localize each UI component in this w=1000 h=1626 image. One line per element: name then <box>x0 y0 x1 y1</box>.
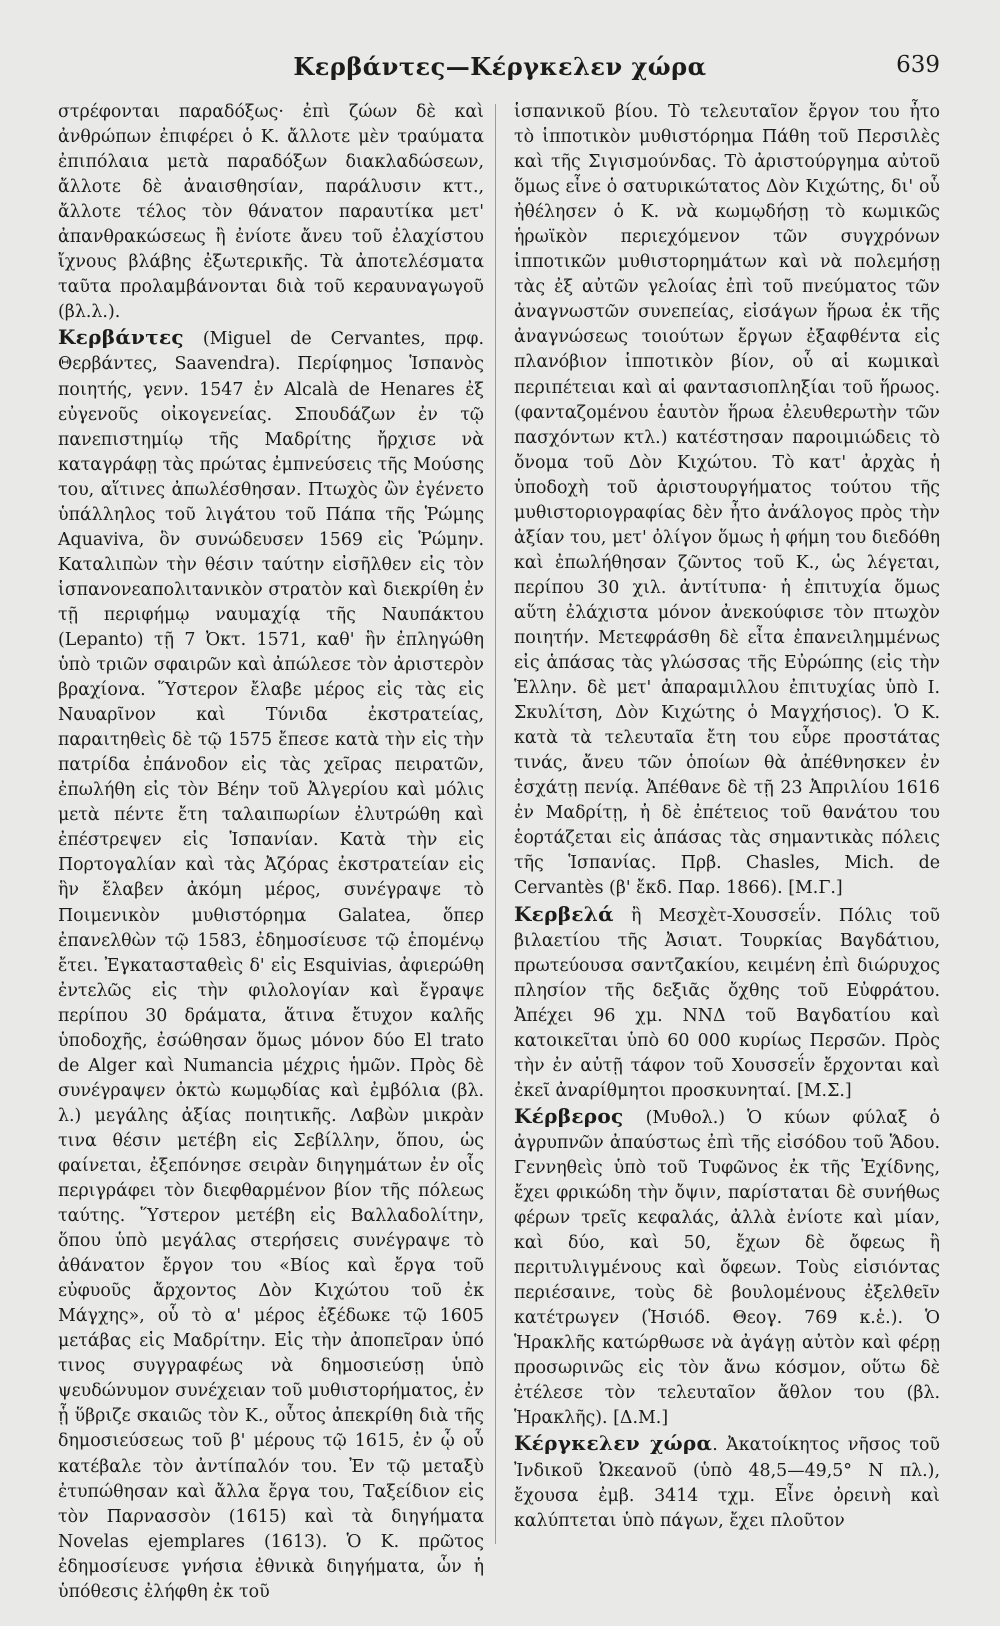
right-column <box>514 100 940 1534</box>
headword-kerbela: Κερβελά <box>514 901 614 926</box>
entry-cervantes-continued: ἱσπανικοῦ βίου. Τὸ τελευταῖον ἔργον του ἦτο τὸ ἱπποτικὸν μυθιστόρημα Πάθη τοῦ Περσιλὲς καὶ τῆς Σιγισμούνδας. Τὸ ἀριστούργημα αὐτοῦ ὅμως εἶνε ὁ σατυρικώτατος Δὸν Κιχώτης, δι' οὗ ἠθέλησεν ὁ Κ. νὰ κωμῳδήσῃ τὸ κωμικῶς ἡρωϊκὸν περιεχόμενον τῶν συγχρόνων ἱπποτικῶν μυθιστορημάτων καὶ νὰ πολεμήσῃ τὰς ἐξ αὐτῶν γελοίας ἐπὶ τοῦ πνεύματος τῶν ἀναγνωστῶν συνεπείας, εἰσάγων ἥρωα ἐκ τῆς ἀναγνώσεως τοιούτων ἔργων ἐξαφθέντα εἰς πλανόβιον ἱπποτικὸν βίον, οὗ αἱ κωμικαὶ περιπέτειαι καὶ αἱ φαντασιοπληξίαι τοῦ ἥρωος. (φανταζομένου ἑαυτὸν ἥρωα ἐλευθερωτὴν τῶν πασχόντων κτλ.) κατέστησαν παροιμιώδεις τὸ ὄνομα τοῦ Δὸν Κιχώτου. Τὸ κατ' ἀρχὰς ἡ ὑποδοχὴ τοῦ ἀριστουργήματος τούτου τῆς μυθιστοριογραφίας δὲν ἦτο ἀνάλογος πρὸς τὴν ἀξίαν του, μετ' ὀλίγον ὅμως ἡ φήμη του διεδόθη καὶ ἐπωλήθησαν ζῶντος τοῦ Κ., ὡς λέγεται, περίπου 30 χιλ. ἀντίτυπα· ἡ ἐπιτυχία ὅμως αὕτη ἐλάχιστα μόνον ἀνεκούφισε τὸν πτωχὸν ποιητήν. Μετεφράσθη δὲ εἶτα ἐπανειλημμένως εἰς ἁπάσας τὰς γλώσσας τῆς Εὐρώπης (εἰς τὴν Ἑλλην. δὲ μετ' ἀπαραμιλλου ἐπιτυχίας ὑπὸ Ι. Σκυλίτση, Δὸν Κιχώτης ὁ Μαγχήσιος). Ὁ Κ. κατὰ τὰ τελευταῖα ἔτη του εὗρε προστάτας τινάς, ἄνευ τῶν ὁποίων θὰ ἀπέθνησκεν ἐν ἐσχάτῃ πενίᾳ. Ἀπέθανε δὲ τῇ 23 Ἀπριλίου 1616 ἐν Μαδρίτῃ, ἡ δὲ ἐπέτειος τοῦ θανάτου του ἑορτάζεται εἰς ἁπάσας τὰς σημαντικὰς πόλεις τῆς Ἱσπανίας. Πρβ. Chasles, Mich. de Cervantès (β' ἔκδ. Παρ. 1866). [Μ.Γ.] <box>514 102 940 899</box>
entry-cervantes-text: (Miguel de Cervantes, πρφ. Θερβάντες, Saavendra). Περίφημος Ἱσπανὸς ποιητής, γενν. 1547 ἐν Alcalà de Henares ἐξ εὐγενοῦς οἰκογενείας. Σπουδάζων ἐν τῷ πανεπιστημίῳ τῆς Μαδρίτης ἤρχισε νὰ καταγράφῃ τὰς πρώτας ἐμπνεύσεις τῆς Μούσης του, αἵτινες ἀπωλέσθησαν. Πτωχὸς ὢν ἐγένετο ὑπάλληλος τοῦ λιγάτου τοῦ Πάπα τῆς Ῥώμης Aquaviva, ὃν συνώδευσεν 1569 εἰς Ῥώμην. Καταλιπὼν τὴν θέσιν ταύτην εἰσῆλθεν εἰς τὸν ἱσπανονεαπολιτανικὸν στρατὸν καὶ διεκρίθη ἐν τῇ περιφήμῳ ναυμαχίᾳ τῆς Ναυπάκτου (Lepanto) τῇ 7 Ὀκτ. 1571, καθ' ἣν ἐπληγώθη ὑπὸ τριῶν σφαιρῶν καὶ ἀπώλεσε τὸν ἀριστερὸν βραχίονα. Ὕστερον ἔλαβε μέρος εἰς τὰς εἰς Ναυαρῖνον καὶ Τύνιδα ἐκστρατείας, παραιτηθεὶς δὲ τῷ 1575 ἔπεσε κατὰ τὴν εἰς τὴν πατρίδα ἐπάνοδον εἰς τὰς χεῖρας πειρατῶν, ἐπωλήθη εἰς τὸν Βέην τοῦ Ἀλγερίου καὶ μόλις μετὰ πέντε ἔτη ταλαιπωρίων ἐλυτρώθη καὶ ἐπέστρεψεν εἰς Ἱσπανίαν. Κατὰ τὴν εἰς Πορτογαλίαν καὶ τὰς Ἀζόρας ἐκστρατείαν εἰς ἣν ἔλαβεν ἀκόμη μέρος, συνέγραψε τὸ Ποιμενικὸν μυθιστόρημα Galatea, ὅπερ ἐπανελθὼν τῷ 1583, ἐδημοσίευσε τῷ ἑπομένῳ ἔτει. Ἐγκατασταθεὶς δ' εἰς Esquivias, ἀφιερώθη ἐντελῶς εἰς τὴν φιλολογίαν καὶ ἔγραψε περίπου 30 δράματα, ἅτινα ἔτυχον καλῆς ὑποδοχῆς, ἐσώθησαν ὅμως μόνον δύο El trato de Alger καὶ Numancia μέχρις ἡμῶν. Πρὸς δὲ συνέγραψεν ὀκτὼ κωμῳδίας καὶ ἐμβόλια (βλ. λ.) μεγάλης ἀξίας ποιητικῆς. Λαβὼν μικρὰν τινα θέσιν μετέβη εἰς Σεβίλλην, ὅπου, ὡς φαίνεται, ἐξεπόνησε σειρὰν διηγημάτων ἐν οἷς περιγράφει τὸν διεφθαρμένον βίον τῆς πόλεως ταύτης. Ὕστερον μετέβη εἰς Βαλλαδολίτην, ὅπου ὑπὸ μεγάλας στερήσεις συνέγραψε τὸ ἀθάνατον ἔργον του «Βίος καὶ ἔργα τοῦ εὐφυοῦς ἄρχοντος Δὸν Κιχώτου τοῦ ἐκ Μάγχης», οὗ τὸ α' μέρος ἐξέδωκε τῷ 1605 μετάβας εἰς Μαδρίτην. Εἰς τὴν ἀποπεῖραν ὑπό τινος συγγραφέως νὰ δημοσιεύσῃ ὑπὸ ψευδώνυμον συνέχειαν τοῦ μυθιστορήματος, ἐν ᾗ ὕβριζε σκαιῶς τὸν Κ., οὗτος ἀπεκρίθη διὰ τῆς δημοσιεύσεως τοῦ β' μέρους τῷ 1615, ἐν ᾧ οὗ κατέβαλε τὸν ἀντίπαλόν του. Ἐν τῷ μεταξὺ ἐτυπώθησαν καὶ ἄλλα ἔργα του, Ταξείδιον εἰς τὸν Παρνασσὸν (1615) καὶ τὰ διηγήματα Novelas ejemplares (1613). Ὁ Κ. πρῶτος ἐδημοσίευσε γνήσια ἐθνικὰ διηγήματα, ὧν ἡ ὑπόθεσις ἐλήφθη ἐκ τοῦ <box>58 329 484 1602</box>
entry-kerberos <box>514 1104 940 1432</box>
headword-cervantes: Κερβάντες <box>58 325 184 350</box>
entry-kerbela <box>514 902 940 1104</box>
entry-kerbela-text: ἢ Μεσχὲτ-Χουσσεΐν. Πόλις τοῦ βιλαετίου τῆς Ἀσιατ. Τουρκίας Βαγδάτιου, πρωτεύουσα σαντζακίου, κειμένη ἐπὶ διώρυχος πλησίον τῆς δεξιᾶς ὄχθης τοῦ Εὐφράτου. Ἀπέχει 96 χμ. ΝΝΔ τοῦ Βαγδατίου καὶ κατοικεῖται ὑπὸ 60 000 κυρίως Περσῶν. Πρὸς τὴν ἐν αὐτῇ τάφον τοῦ Χουσσεΐν ἔρχονται καὶ ἐκεῖ ἀναρίθμητοι προσκυνηταί. [Μ.Σ.] <box>514 905 940 1101</box>
column-divider <box>495 104 496 1544</box>
left-column <box>58 100 484 1605</box>
page-number: 639 <box>896 52 940 78</box>
headword-kerberos: Κέρβερος <box>514 1103 624 1128</box>
entry-kerberos-text: (Μυθολ.) Ὁ κύων φύλαξ ὁ ἀγρυπνῶν ἀπαύστως ἐπὶ τῆς εἰσόδου τοῦ Ἅδου. Γεννηθεὶς ὑπὸ τοῦ Τυφῶνος ἐκ τῆς Ἐχίδνης, ἔχει φρικώδη τὴν ὄψιν, παρίσταται δὲ συνήθως φέρων τρεῖς κεφαλάς, ἀλλὰ ἐνίοτε καὶ μίαν, καὶ δύο, καὶ 50, ἔχων δὲ ὄφεως ἢ περιτυλιγμένους καὶ ὄφεων. Τοὺς εἰσιόντας περιέσαινε, τοὺς δὲ βουλομένους ἐξελθεῖν κατέτρωγεν (Ἡσιόδ. Θεογ. 769 κ.ἑ.). Ὁ Ἡρακλῆς κατώρθωσε νὰ ἀγάγῃ αὐτὸν καὶ φέρῃ προσωρινῶς εἰς τὸν ἄνω κόσμον, οὕτω δὲ ἐτέλεσε τὸν τελευταῖον ἄθλον του (βλ. Ἡρακλῆς). [Δ.Μ.] <box>514 1107 940 1429</box>
headword-kerguelen: Κέργκελεν χώρα <box>514 1431 713 1456</box>
entry-kerguelen-text: . Ἀκατοίκητος νῆσος τοῦ Ἰνδικοῦ Ὠκεανοῦ (ὑπὸ 48,5—49,5° Ν πλ.), ἔχουσα ἐμβ. 3414 τχμ. Εἶνε ὀρεινὴ καὶ καλύπτεται ὑπὸ πάγων, ἔχει πλοῦτον <box>514 1435 940 1531</box>
entry-continuation: στρέφονται παραδόξως· ἐπὶ ζώων δὲ καὶ ἀνθρώπων ἐπιφέρει ὁ Κ. ἄλλοτε μὲν τραύματα ἐπιπόλαια μετὰ παραδόξων διακλαδώσεων, ἄλλοτε δὲ ἀναισθησίαν, παράλυσιν κττ., ἄλλοτε τέλος τὸν θάνατον παραυτίκα μετ' ἀπανθρακώσεως ἢ ἐνίοτε ἄνευ τοῦ ἐλαχίστου ἴχνους βλάβης ἐξωτερικῆς. Τὰ ἀποτελέσματα ταῦτα προλαμβάνονται διὰ τοῦ κεραυναγωγοῦ (βλ.λ.). <box>58 102 484 323</box>
page-header <box>60 52 940 86</box>
entry-kerguelen <box>514 1431 940 1533</box>
entry-cervantes <box>58 325 484 1604</box>
running-head: Κερβάντες—Κέργκελεν χώρα <box>293 52 707 81</box>
